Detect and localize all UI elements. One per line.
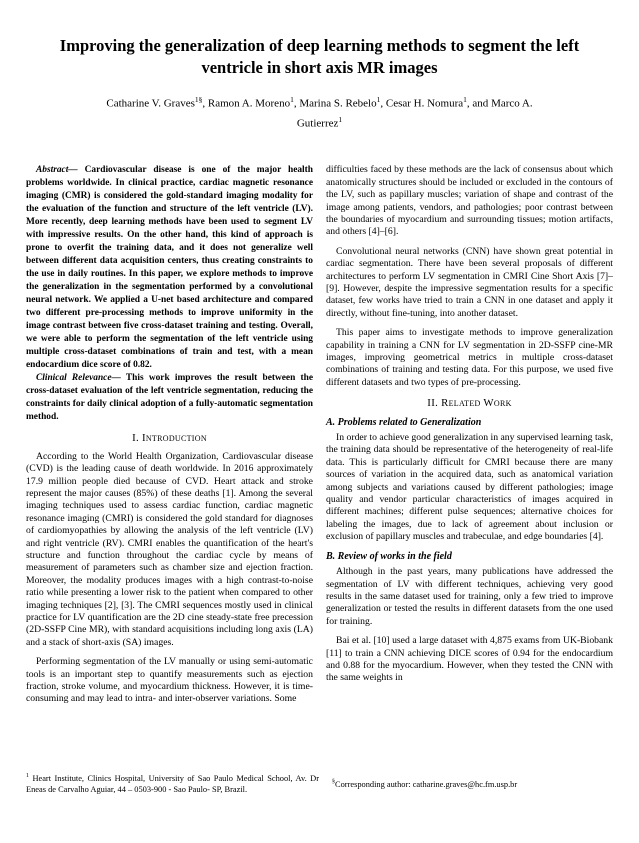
abstract-text: Cardiovascular disease is one of the major health problems worldwide. In clinical practice, cardiac magnetic resonance imaging (CMR) is considered the gold-standard imaging modality for the evaluation of the function and structure of the left ventricle (LV). More recently, deep learning methods have been used to segment LV with impressive results. On the other hand, this kind of approach is prone to overfit the training data, and it does not generalize well between different data acquisition centers, thus creating constraints to the use in daily routines. In this paper, we explore methods to improve the generalization in the segmentation performed by a convolutional neural network. We applied a U-net based architecture and compared two different pre-processing methods to improve uniformity in the image contrast between five cross-dataset training and testing. Overall, we were able to perform the segmentation of the left ventricle using multiple cross-dataset combinations of train and test, with a mean endocardium dice score of 0.82. <box>26 165 313 371</box>
paper-title: Improving the generalization of deep learning methods to segment the left ventricle in short axis MR images <box>59 36 580 77</box>
abstract-lead: Abstract— <box>36 165 78 176</box>
author-affiliation-superscript: 1 <box>376 95 381 104</box>
subsection-a-heading: A. Problems related to Generalization <box>326 416 482 428</box>
affiliation-footnote-marker: 1 <box>26 773 29 779</box>
corresponding-author-marker: § <box>332 779 335 785</box>
introduction-heading: I. Introduction <box>132 432 207 445</box>
author-affiliation-superscript: 1§ <box>194 95 203 104</box>
cnn-paragraph: Convolutional neural networks (CNN) have shown great potential in cardiac segmentation. There have been several proposals of different architectures to perform LV segmentation in CMRI Cine Short Axis [7]–[9]. However, despite the impressive segmentation results for a specific dataset, few works have tried to train a CNN in one dataset and apply it directly, without fine-tuning, into another dataset. <box>326 245 613 319</box>
review-paragraph-1: Although in the past years, many publications have addressed the segmentation of LV with different techniques, achieving very good results in the same dataset used for training, only a few tried to improve generalization or tested the results in different datasets from the one used for training. <box>326 566 613 627</box>
review-paragraph-2: Bai et al. [10] used a large dataset with 4,875 exams from UK-Biobank [11] to train a CNN achieving DICE scores of 0.94 for the endocardium and 0.88 for the myocardium. However, when they tested the CNN with the same weights in <box>326 635 613 684</box>
subsection-b-heading: B. Review of works in the field <box>326 550 452 562</box>
corresponding-author-footnote <box>332 777 615 790</box>
author-affiliation-superscript: 1 <box>338 114 343 124</box>
right-column <box>326 164 613 770</box>
affiliation-footnote-text: Heart Institute, Clinics Hospital, University of Sao Paulo Medical School, Av. Dr Eneas de Carvalho Aguiar, 44 – 0503-900 - Sao Paulo- SP, Brazil. <box>26 773 319 794</box>
paper-aims-paragraph: This paper aims to investigate methods to improve generalization capability in training a CNN for LV segmentation in 2D-SSFP cine-MR images, improving geometrical metrics in multiple cross-dataset combinations of training and testing data. For this purpose, we used five different datasets and two types of pre-processing. <box>326 327 613 388</box>
affiliation-footnote <box>26 771 319 795</box>
two-column-body <box>0 164 639 770</box>
abstract-paragraph <box>26 164 313 372</box>
difficulties-paragraph: difficulties faced by these methods are the lack of consensus about which anatomically structures should be included or excluded in the contours of the LV, such as papillary muscles; variation of shape and contrast of the image among patients, vendors, and pathologies; poor contrast between the boundaries of myocardium and surrounding tissues; motion artifacts, and others [4]–[6]. <box>326 164 613 238</box>
author-affiliation-superscript: 1 <box>290 95 294 104</box>
corresponding-author-text: Corresponding author: catharine.graves@hc.fm.usp.br <box>335 779 518 789</box>
clinical-lead: Clinical Relevance— <box>36 373 121 384</box>
clinical-text: This work improves the result between the cross-dataset evaluation of the left ventricle segmentation, reducing the constraints for daily clinical adoption of a fully-automatic segmentation method. <box>26 373 313 423</box>
related-work-heading: II. Related Work <box>427 397 512 410</box>
generalization-paragraph: In order to achieve good generalization in any supervised learning task, the training data should be representative of the heterogeneity of real-life data. This is particularly difficult for CMRI because there are many sources of variation in the acquired data, such as anatomical variation among subjects and variations caused by different pathologies; image quality and vendor particular characteristics of images acquired in different machines; different pulse sequences; alternative choices for labeling the images, due to lack of agreement about inclusion or exclusion of papillary muscles and trabeculae, and edge boundaries [4]. <box>326 432 613 543</box>
author-affiliation-superscript: 1 <box>463 95 467 104</box>
clinical-relevance-paragraph <box>26 372 313 424</box>
left-column <box>26 164 313 770</box>
authors-line: Catharine V. Graves$^{1\S}$, Ramon A. Moreno$^1$, Marina S. Rebelo$^1$, Cesar H. Nomura$^1$, and Marco A. Gutierrez$^1$ <box>106 95 533 130</box>
intro-paragraph-2: Performing segmentation of the LV manually or using semi-automatic tools is an important step to quantify measurements such as ejection fraction, stroke volume, and myocardium thickness. However, it is time-consuming and may lead to intra- and inter-observer variations. Some <box>26 656 313 705</box>
intro-paragraph-1: According to the World Health Organization, Cardiovascular disease (CVD) is the leading cause of death worldwide. In 2016 approximately 17.9 million people died because of CVD. Heart attack and stroke represent the major causes (85%) of these deaths [1]. Among the several imaging techniques used to assess cardiac function, cardiac magnetic resonance imaging (CMRI) is considered the gold standard for diagnoses of cardiomyopathies by allowing the analysis of the left ventricle (LV) and right ventricle (RV). CMRI enables the quantification of the heart's structure and function throughout the cardiac cycle by means of measurement of parameters such as chamber size and ejection fraction. Moreover, the modality produces images with a high contrast-to-noise ratio while presenting a lower risk to the patient when compared to other imaging techniques [2], [3]. The CMRI sequences mostly used in clinical practice for LV quantification are the 2D cine steady-state free precession (2D-SSFP Cine MR), with standard acquisitions including long axis (LA) and a stack of short-axis (SA) images. <box>26 450 313 648</box>
